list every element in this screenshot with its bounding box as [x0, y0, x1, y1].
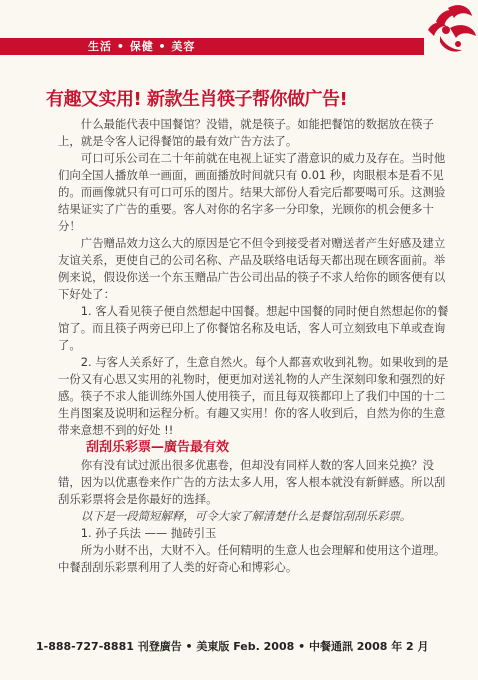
- paragraph-gift-effect: 广告赠品效力这么大的原因是它不但令到接受者对赠送者产生好感及建立友谊关系，更使自己的公司名称、产品及联络电话每天都出现在顾客面前。举例来说，假设你送一个东玉赠品广告公司出品的筷子不求人给你的顾客便有以下好处了：: [58, 236, 446, 301]
- item-title-sunzi: 1. 孙子兵法 —— 抛砖引玉: [80, 526, 217, 540]
- section-label: 生活 • 保健 • 美容: [88, 40, 196, 53]
- article-title: 有趣又实用! 新款生肖筷子帮你做广告!: [46, 89, 348, 110]
- article-body: [58, 116, 450, 576]
- subheading-scratch-ticket: 刮刮乐彩票—廣告最有效: [86, 440, 230, 455]
- section-header-band: [0, 38, 424, 55]
- floral-ornament-icon: [388, 0, 478, 70]
- paragraph-intro: 什么最能代表中国餐馆？没错，就是筷子。如能把餐馆的数据放在筷子上，就是令客人记得餐馆的最有效广告方法了。: [58, 117, 434, 148]
- paragraph-curiosity: 所为小财不出，大财不入。任何精明的生意人也会理解和使用这个道理。中餐刮刮乐彩票利用了人类的好奇心和博彩心。: [58, 543, 446, 574]
- benefit-item-2: 2. 与客人关系好了，生意自然火。每个人都喜欢收到礼物。如果收到的是一份又有心思又实用的礼物时，便更加对送礼物的人产生深刻印象和强烈的好感。筷子不求人能训练外国人使用筷子，而且每双筷都印上了我们中国的十二生肖图案及说明和运程分析。有趣又实用！你的客人收到后，自然为你的生意带来意想不到的好处 !!: [58, 355, 449, 437]
- paragraph-coca-cola: 可口可乐公司在二十年前就在电视上证实了潜意识的威力及存在。当时他们向全国人播放单一画面，画面播放时间就只有 0.01 秒，肉眼根本是看不见的。而画像就只有可口可乐的图片。结果大部份人看完后都要喝可乐。这测验结果证实了广告的重要。客人对你的名字多一分印象，光顾你的机会便多十分！: [58, 151, 446, 233]
- italic-explanation: 以下是一段简短解释，可令大家了解清楚什么是餐馆刮刮乐彩票。: [80, 509, 412, 523]
- benefit-item-1: 1. 客人看见筷子便自然想起中国餐。想起中国餐的同时便自然想起你的餐馆了。而且筷子两旁已印上了你餐馆名称及电话，客人可立刻致电下单或查询了。: [58, 304, 449, 352]
- paragraph-coupons: 你有没有试过派出很多优惠卷，但却没有同样人数的客人回来兑换？没错，因为以优惠卷来作广告的方法太多人用，客人根本就没有新鲜感。所以刮刮乐彩票将会是你最好的选择。: [58, 458, 446, 506]
- footer-info: 1-888-727-8881 刊登廣告 • 美東版 Feb. 2008 • 中餐通訊 2008 年 2 月: [36, 640, 429, 653]
